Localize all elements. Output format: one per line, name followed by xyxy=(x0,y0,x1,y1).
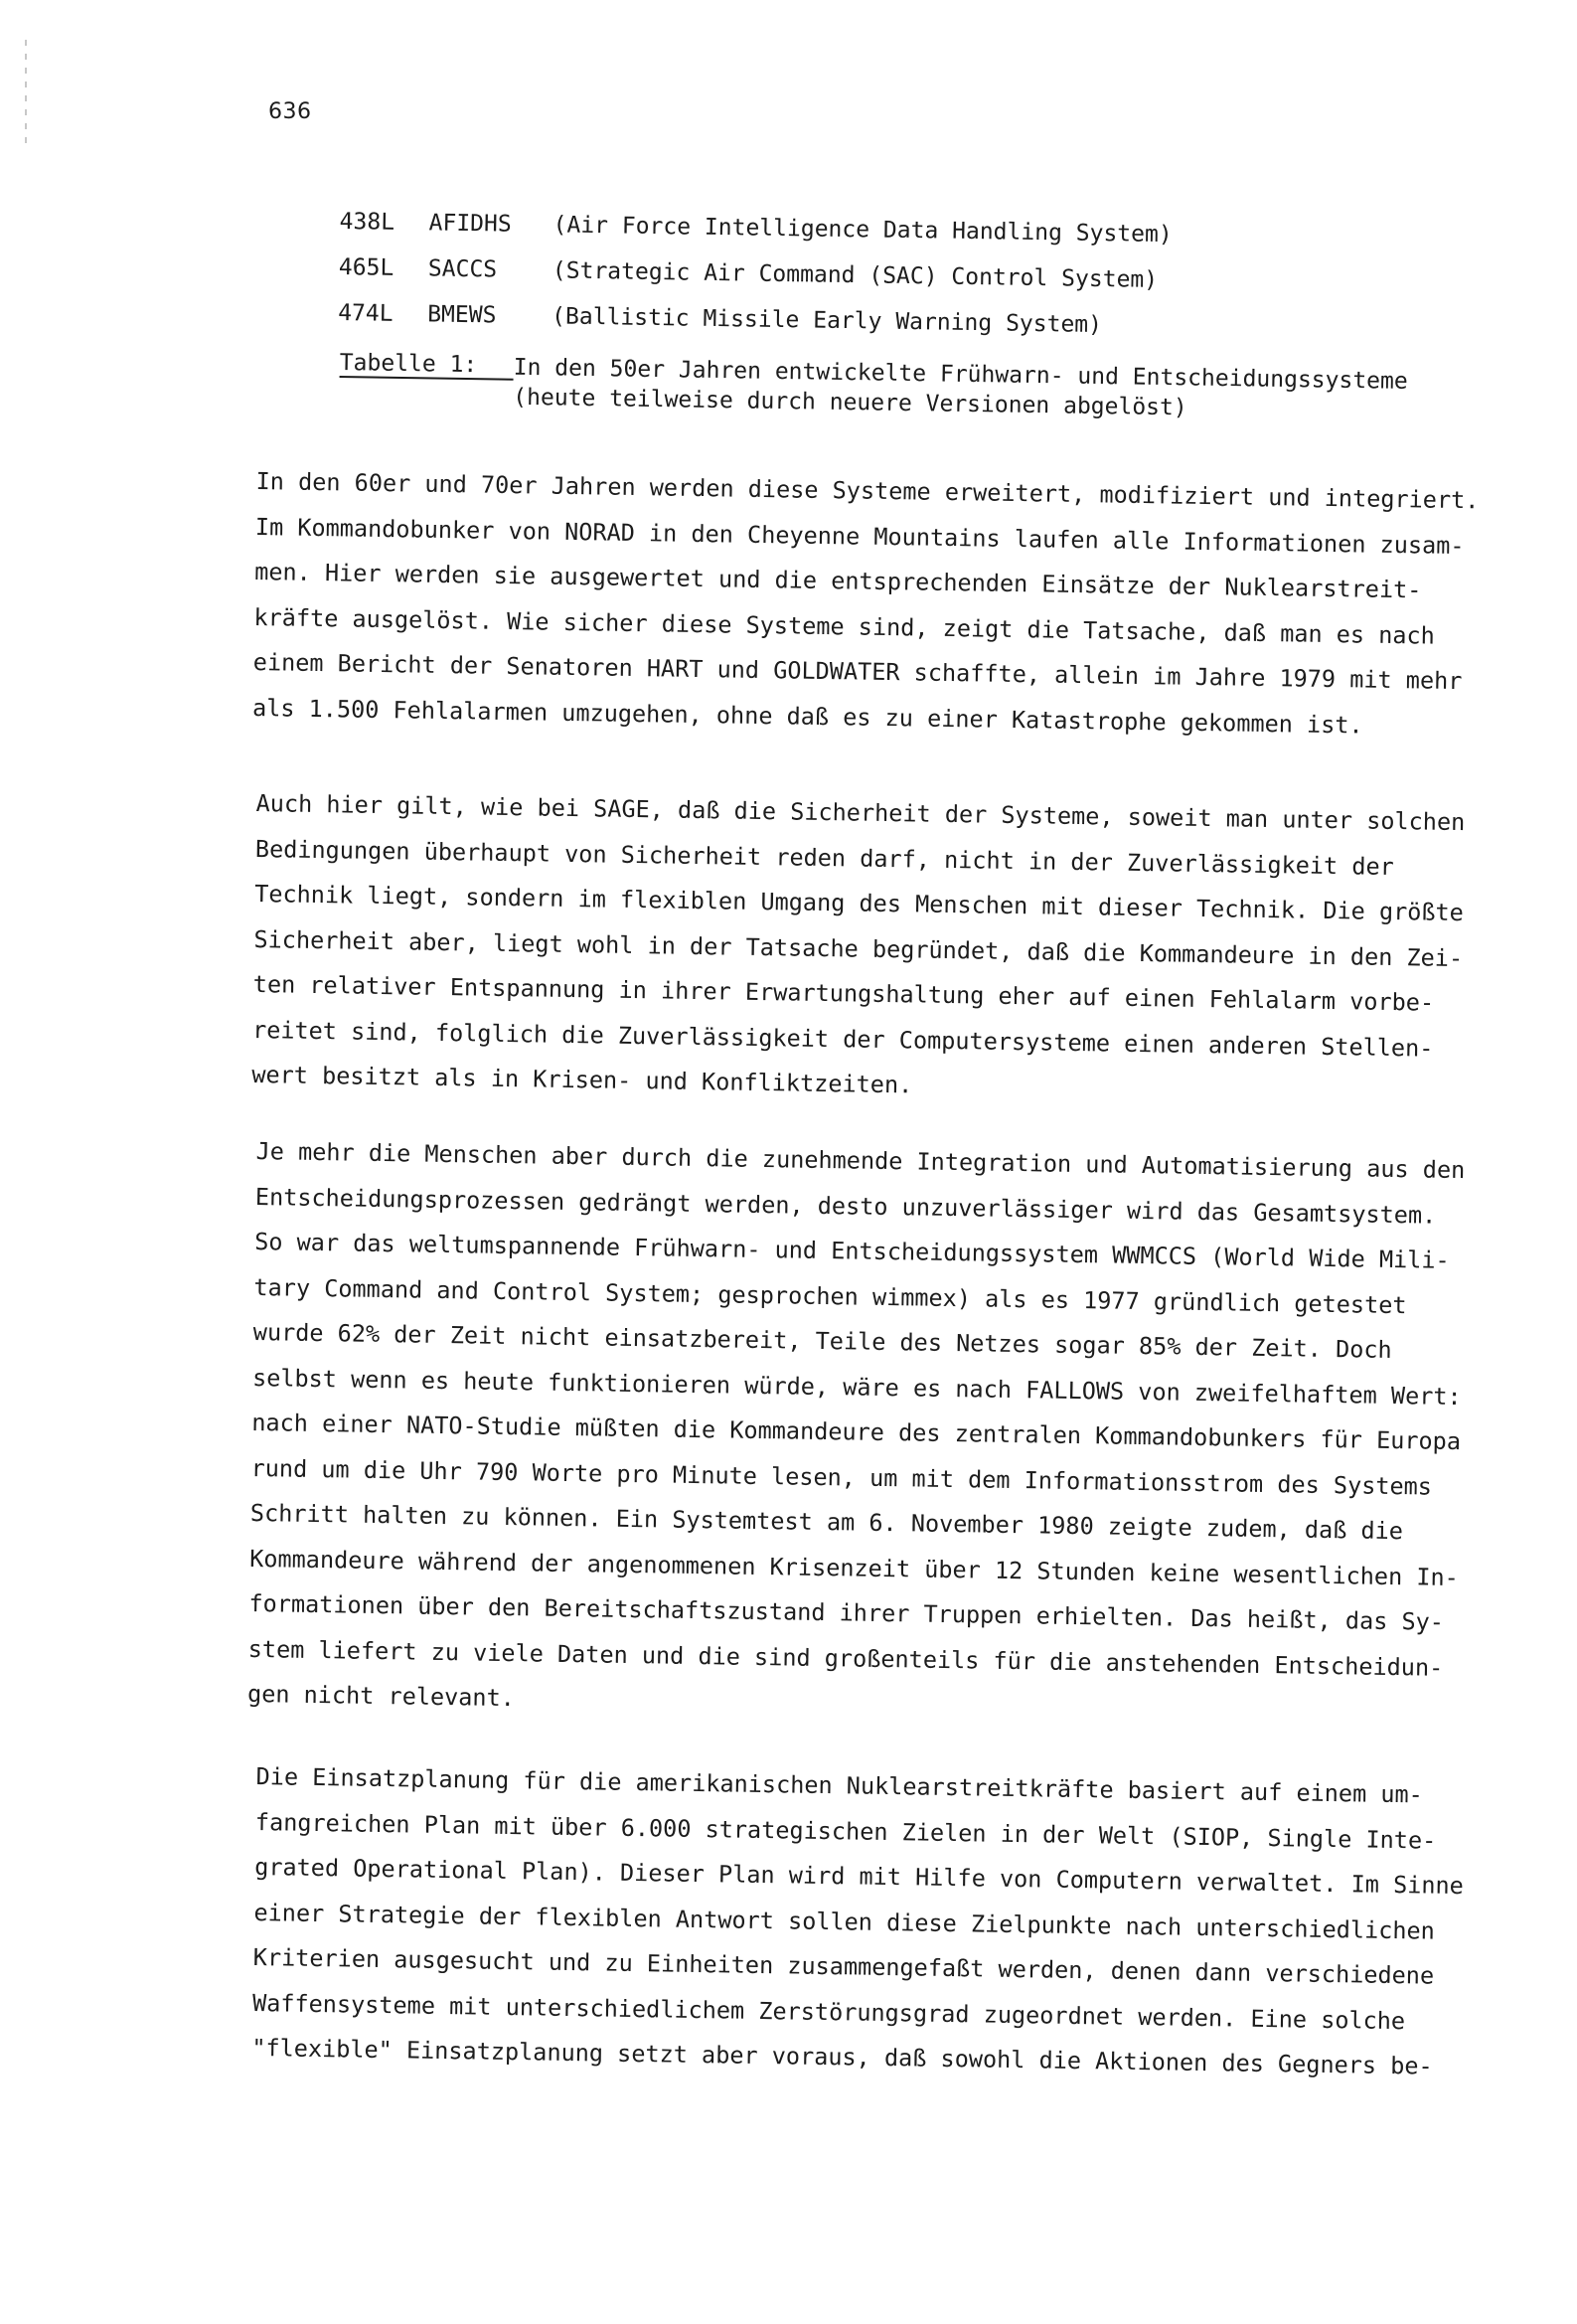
text-line: fangreichen Plan mit über 6.000 strategischen Zielen in der Welt (SIOP, Single Inte- xyxy=(254,1807,1437,1855)
text-line: In den 60er und 70er Jahren werden diese Systeme erweitert, modifiziert und integriert. xyxy=(255,466,1480,515)
text-line: selbst wenn es heute funktionieren würde, wäre es nach FALLOWS von zweifelhaftem Wert: xyxy=(251,1363,1462,1411)
caption-text xyxy=(513,353,1512,428)
caption-line: In den 50er Jahren entwickelte Frühwarn- und Entscheidungssysteme xyxy=(513,354,1408,395)
text-line: men. Hier werden sie ausgewertet und die entsprechenden Einsätze der Nuklearstreit- xyxy=(254,557,1422,604)
text-line: reitet sind, folglich die Zuverlässigkeit der Computersysteme einen anderen Stellen- xyxy=(251,1015,1434,1063)
text-line: Im Kommandobunker von NORAD in den Cheyenne Mountains laufen alle Informationen zusam- xyxy=(254,512,1465,560)
text-line: Waffensysteme mit unterschiedlichem Zerstörungsgrad zugeordnet werden. Eine solche xyxy=(251,1988,1406,2035)
system-description: (Ballistic Missile Early Warning System) xyxy=(551,303,1103,339)
text-line: Kommandeure während der angenommenen Krisenzeit über 12 Stunden keine wesentlichen In- xyxy=(249,1544,1460,1591)
text-line: Technik liegt, sondern im flexiblen Umgang des Menschen mit dieser Technik. Die größte xyxy=(254,879,1465,927)
paragraph-sage xyxy=(251,781,1548,1118)
text-line: grated Operational Plan). Dieser Plan wird mit Hilfe von Computern verwaltet. Im Sinne xyxy=(254,1852,1465,1901)
system-description: (Strategic Air Command (SAC) Control System) xyxy=(552,257,1159,293)
text-line: einem Bericht der Senatoren HART und GOLDWATER schaffte, allein im Jahre 1979 mit mehr xyxy=(252,647,1463,696)
system-abbreviation: BMEWS xyxy=(426,301,497,329)
text-line: als 1.500 Fehlalarmen umzugehen, ohne daß es zu einer Katastrophe gekommen ist. xyxy=(251,693,1363,740)
text-line: So war das weltumspannende Frühwarn- und Entscheidungssystem WWMCCS (World Wide Mili- xyxy=(254,1227,1450,1274)
text-line: Auch hier gilt, wie bei SAGE, daß die Sicherheit der Systeme, soweit man unter solchen xyxy=(255,788,1466,837)
system-abbreviation: SACCS xyxy=(427,255,498,283)
text-line: gen nicht relevant. xyxy=(246,1679,516,1713)
text-line: Kriterien ausgesucht und zu Einheiten zusammengefaßt werden, denen dann verschiedene xyxy=(252,1942,1435,1990)
text-line: Schritt halten zu können. Ein Systemtest am 6. November 1980 zeigte zudem, daß die xyxy=(249,1498,1404,1546)
page-number: 636 xyxy=(268,99,312,124)
text-line: nach einer NATO-Studie müßten die Kommandeure des zentralen Kommandobunkers für Europa xyxy=(251,1408,1462,1456)
systems-table xyxy=(338,199,1433,353)
caption-label: Tabelle 1: xyxy=(340,350,514,381)
text-line: wurde 62% der Zeit nicht einsatzbereit, Teile des Netzes sogar 85% der Zeit. Doch xyxy=(252,1317,1392,1364)
text-line: tary Command and Control System; gesprochen wimmex) als es 1977 gründlich getestet xyxy=(253,1272,1407,1319)
text-line: Je mehr die Menschen aber durch die zunehmende Integration und Automatisierung aus den xyxy=(255,1136,1466,1185)
system-description: (Air Force Intelligence Data Handling System) xyxy=(552,212,1173,249)
text-line: "flexible" Einsatzplanung setzt aber voraus, daß sowohl die Aktionen des Gegners be- xyxy=(251,2033,1433,2080)
text-line: ten relativer Entspannung in ihrer Erwartungshaltung eher auf einen Fehlalarm vorbe- xyxy=(252,969,1435,1017)
text-line: stem liefert zu viele Daten und die sind großenteils für die anstehenden Entscheidun- xyxy=(247,1634,1444,1682)
paragraph-siop xyxy=(251,1754,1548,2091)
table-caption xyxy=(339,350,1512,428)
text-line: Die Einsatzplanung für die amerikanischen Nuklearstreitkräfte basiert auf einem um- xyxy=(255,1761,1424,1809)
text-line: rund um die Uhr 790 Worte pro Minute lesen, um mit dem Informationsstrom des Systems xyxy=(250,1453,1433,1501)
system-code: 474L xyxy=(337,299,394,327)
text-line: formationen über den Bereitschaftszustand ihrer Truppen erhielten. Das heißt, das Sy- xyxy=(248,1588,1445,1636)
text-line: kräfte ausgelöst. Wie sicher diese Systeme sind, zeigt die Tatsache, daß man es nach xyxy=(253,602,1436,650)
paragraph-wwmccs xyxy=(247,1129,1548,1738)
text-line: Bedingungen überhaupt von Sicherheit reden darf, nicht in der Zuverlässigkeit der xyxy=(254,834,1395,881)
text-line: Entscheidungsprozessen gedrängt werden, desto unzuverlässiger wird das Gesamtsystem. xyxy=(254,1182,1437,1230)
text-line: Sicherheit aber, liegt wohl in der Tatsache begründet, daß die Kommandeure in den Zei- xyxy=(253,924,1464,972)
paragraph-norad xyxy=(252,459,1548,750)
system-code: 438L xyxy=(339,208,395,236)
system-code: 465L xyxy=(338,253,394,281)
text-line: einer Strategie der flexiblen Antwort sollen diese Zielpunkte nach unterschiedlichen xyxy=(253,1898,1436,1945)
caption-line: (heute teilweise durch neuere Versionen abgelöst) xyxy=(513,384,1187,421)
scan-margin-mark xyxy=(25,40,27,149)
text-line: wert besitzt als in Krisen- und Konfliktzeiten. xyxy=(251,1060,913,1099)
system-abbreviation: AFIDHS xyxy=(428,210,512,238)
